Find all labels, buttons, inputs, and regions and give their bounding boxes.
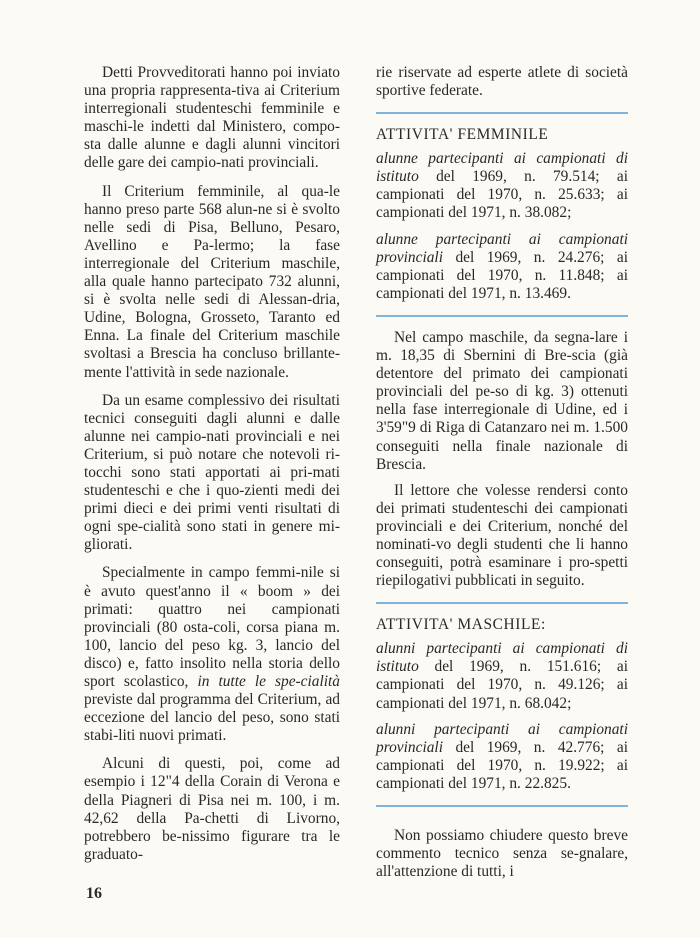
p4-italic-text: in tutte le spe-cialità	[197, 673, 340, 690]
p4-text-after: previste dal programma del Criterium, ad eccezione del lancio del peso, sono stati stabi-liti nuovi primati.	[84, 691, 340, 745]
right-column	[376, 64, 628, 889]
femminile-entry-2-text: del 1969, n. 24.276; ai campionati del 1970, n. 11.848; ai campionati del 1971, n. 13.469.	[376, 248, 628, 302]
maschile-entry-1-label: alunni partecipanti ai campionati di istituto	[376, 640, 628, 676]
heading-femminile: ATTIVITA' FEMMINILE	[376, 126, 549, 144]
p4-text-before: Specialmente in campo femmi-nile si è avuto quest'anno il « boom » dei primati: quattro nei campionati provinciali (80 osta-coli, corsa piana m. 100, lancio del peso kg. 3, lancio del disco) e, fatto insolito nella storia dello sport scolastico,	[84, 564, 340, 690]
left-paragraph-1: Detti Provveditorati hanno poi inviato una propria rappresenta-tiva ai Criterium interregionali studenteschi femminile e maschi-le indetti dal Ministero, compo-sta dalle alunne e dagli alunni vincitori delle gare dei campio-nati provinciali.	[84, 64, 340, 172]
maschile-entry-2-text: del 1969, n. 42.776; ai campionati del 1970, n. 19.922; ai campionati del 1971, n. 22.825.	[376, 738, 628, 792]
femminile-entry-1	[376, 150, 628, 222]
femminile-entry-2-label: alunne partecipanti ai campionati provinciali	[376, 230, 628, 266]
femminile-entry-2	[376, 231, 628, 303]
divider-2	[376, 315, 628, 317]
page-number: 16	[86, 885, 102, 902]
femminile-entry-1-label: alunne partecipanti ai campionati di istituto	[376, 150, 628, 186]
left-column	[84, 64, 340, 874]
maschile-entry-2	[376, 721, 628, 793]
divider-4	[376, 805, 628, 807]
maschile-entry-1-text: del 1969, n. 151.616; ai campionati del 1970, n. 49.126; ai campionati del 1971, n. 68.042;	[376, 658, 628, 712]
left-paragraph-5: Alcuni di questi, poi, come ad esempio i 12"4 della Corain di Verona e della Piagneri di Pisa nei m. 100, i m. 42,62 della Pa-chetti di Livorno, potrebbero be-nissimo figurare tra le graduato-	[84, 755, 340, 863]
heading-maschile: ATTIVITA' MASCHILE:	[376, 616, 546, 634]
left-paragraph-4	[84, 564, 340, 745]
right-paragraph-1: Nel campo maschile, da segna-lare i m. 18,35 di Sbernini di Bre-scia (già detentore del primato dei campionati provinciali del pe-so di kg. 3) ottenuti nella fase interregionale di Udine, ed i 3'59"9 di Riga di Catanzaro nei m. 1.500 conseguiti nella finale nazionale di Brescia.	[376, 328, 628, 473]
femminile-entry-1-text: del 1969, n. 79.514; ai campionati del 1970, n. 25.633; ai campionati del 1971, n. 38.082;	[376, 168, 628, 222]
maschile-entry-2-label: alunni partecipanti ai campionati provinciali	[376, 720, 628, 756]
left-paragraph-3: Da un esame complessivo dei risultati tecnici conseguiti dagli alunni e dalle alunne nei campio-nati provinciali e nei Criterium, si può notare che notevoli ri-tocchi sono stati apportati ai pri-mati studenteschi e che i quo-zienti medi dei primi dieci e dei primi venti risultati di ogni spe-cialità sono stati in genere mi-gliorati.	[84, 391, 340, 554]
closing-paragraph: Non possiamo chiudere questo breve commento tecnico senza se-gnalare, all'attenzione di tutti, i	[376, 827, 628, 881]
right-paragraph-2: Il lettore che volesse rendersi conto dei primati studenteschi dei campionati provinciali e dei Criterium, nonché del nominati-vo degli studenti che li hanno conseguiti, potrà esaminare i pro-spetti riepilogativi pubblicati in seguito.	[376, 481, 628, 590]
left-paragraph-2: Il Criterium femminile, al qua-le hanno preso parte 568 alun-ne si è svolto nelle sedi di Pisa, Belluno, Pesaro, Avellino e Pa-lermo; la fase interregionale del Criterium maschile, alla quale hanno partecipato 732 alunni, si è svolta nelle sedi di Alessan-dria, Udine, Bologna, Grosseto, Taranto ed Enna. La finale del Criterium maschile svoltasi a Brescia ha concluso brillante-mente l'attività in sede nazionale.	[84, 182, 340, 381]
right-intro: rie riservate ad esperte atlete di società sportive federate.	[376, 64, 628, 100]
divider-3	[376, 602, 628, 604]
maschile-entry-1	[376, 640, 628, 712]
divider-1	[376, 112, 628, 114]
